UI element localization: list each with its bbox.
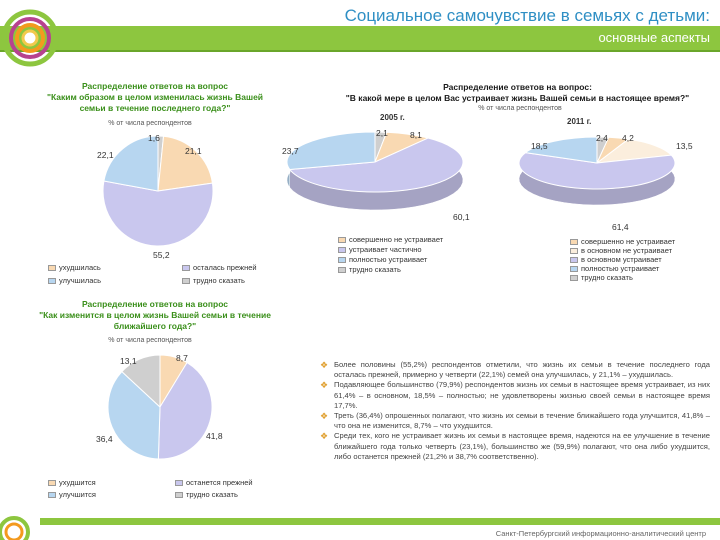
- chart3-legend-dont-know: трудно сказать: [175, 490, 238, 499]
- chart1-legend-worse: ухудшилась: [48, 263, 101, 272]
- chart2-2005-legend-2: полностью устраивает: [338, 255, 427, 264]
- chart2-2005-legend-1: устраивает частично: [338, 245, 422, 254]
- chart1-label-dont-know: 1,6: [148, 133, 160, 143]
- chart1-legend-dont-know: трудно сказать: [182, 276, 245, 285]
- chart1-label-better: 22,1: [97, 150, 114, 160]
- chart3-title: Распределение ответов на вопрос "Как изменится в целом жизнь Вашей семьи в течение ближайшего года?": [39, 299, 271, 331]
- chart1-subtitle: % от числа респондентов: [108, 120, 192, 127]
- chart2-2005-legend-0: совершенно не устраивает: [338, 235, 443, 244]
- chart3-subtitle: % от числа респондентов: [108, 337, 192, 344]
- chart3-legend-worse: ухудшится: [48, 478, 96, 487]
- chart2-2011-label-not-satisfied: 4,2: [622, 133, 634, 143]
- chart1-slice-1: [158, 136, 212, 191]
- chart1-legend-better: улучшилась: [48, 276, 101, 285]
- finding-item: ❖ Среди тех, кого не устраивает жизнь их семьи в настоящее время, надеются на ее улучшение в течение ближайшего года только четверть (23,1%), большинство же (59,9%) полагают, что она либо ухудшится, либо останется прежней (21,2% и 38,7% соответственно).: [320, 431, 710, 461]
- chart1-legend-same: осталась прежней: [182, 263, 257, 272]
- bullet-icon: ❖: [320, 380, 329, 391]
- chart1-slice-3: [104, 136, 158, 191]
- chart2-year-2011: 2011 г.: [567, 117, 592, 126]
- chart3-label-worse: 8,7: [176, 353, 188, 363]
- chart2-pie-2005: [280, 120, 470, 240]
- footer-text: Санкт-Петербургский информационно-аналитический центр: [495, 529, 706, 538]
- bullet-icon: ❖: [320, 431, 329, 442]
- chart2-subtitle: % от числа респондентов: [478, 105, 562, 112]
- chart2-2011-label-mostly: 61,4: [612, 222, 629, 232]
- chart1-label-same: 55,2: [153, 250, 170, 260]
- chart1-pie: [90, 125, 240, 255]
- chart2-2011-label-dont-know: 2,4: [596, 133, 608, 143]
- chart1-label-worse: 21,1: [185, 146, 202, 156]
- bullet-icon: ❖: [320, 360, 329, 370]
- footer-rings-icon: [0, 518, 28, 540]
- chart2-2005-label-not-satisfied: 8,1: [410, 130, 422, 140]
- chart2-2005-label-dont-know: 2,1: [376, 128, 388, 138]
- chart2-2011-legend-2: в основном устраивает: [570, 255, 662, 264]
- chart3-label-same: 41,8: [206, 431, 223, 441]
- chart2-year-2005: 2005 г.: [380, 113, 405, 122]
- chart2-2005-label-partly: 60,1: [453, 212, 470, 222]
- chart3-legend-same: останется прежней: [175, 478, 253, 487]
- chart2-2011-legend-4: трудно сказать: [570, 273, 633, 282]
- chart2-title: Распределение ответов на вопрос: "В какой мере в целом Вас устраивает жизнь Вашей семьи в настоящее время?": [345, 82, 690, 103]
- chart2-2011-legend-0: совершенно не устраивает: [570, 237, 675, 246]
- findings-list: [320, 360, 710, 462]
- page-subtitle: основные аспекты: [598, 30, 710, 45]
- chart3-legend-better: улучшится: [48, 490, 96, 499]
- chart2-2005-label-fully: 23,7: [282, 146, 299, 156]
- chart2-2011-legend-3: полностью устраивает: [570, 264, 659, 273]
- finding-item: ❖ Подавляющее большинство (79,9%) респондентов жизнь их семьи в настоящее время устраивает, из них 61,4% – в основном, 18,5% – полностью; не удовлетворены жизнью своей семьи в настоящее время 17,7%.: [320, 380, 710, 410]
- rings-logo: [4, 12, 56, 64]
- chart2-2011-legend-1: в основном не устраивает: [570, 246, 672, 255]
- page-title: Социальное самочувствие в семьях с детьми:: [344, 6, 710, 25]
- chart2-2011-label-mostly-not: 13,5: [676, 141, 693, 151]
- finding-item: ❖ Треть (36,4%) опрошенных полагают, что жизнь их семьи в течение ближайшего года улучшится, 41,8% – что она не изменится, 8,7% – что ухудшится.: [320, 411, 710, 431]
- chart3-pie: [90, 345, 240, 475]
- finding-item: ❖ Более половины (55,2%) респондентов отметили, что жизнь их семьи в течение последнего года осталась прежней, примерно у четверти (22,1%) семей она улучшилась, у 21,1% – ухудшилась.: [320, 360, 710, 380]
- chart3-label-dont-know: 13,1: [120, 356, 137, 366]
- bullet-icon: ❖: [320, 411, 329, 422]
- chart2-2005-legend-3: трудно сказать: [338, 265, 401, 274]
- chart3-label-better: 36,4: [96, 434, 113, 444]
- chart1-title: Распределение ответов на вопрос "Каким образом в целом изменилась жизнь Вашей семьи в течение последнего года?": [46, 81, 264, 113]
- chart2-2011-label-fully: 18,5: [531, 141, 548, 151]
